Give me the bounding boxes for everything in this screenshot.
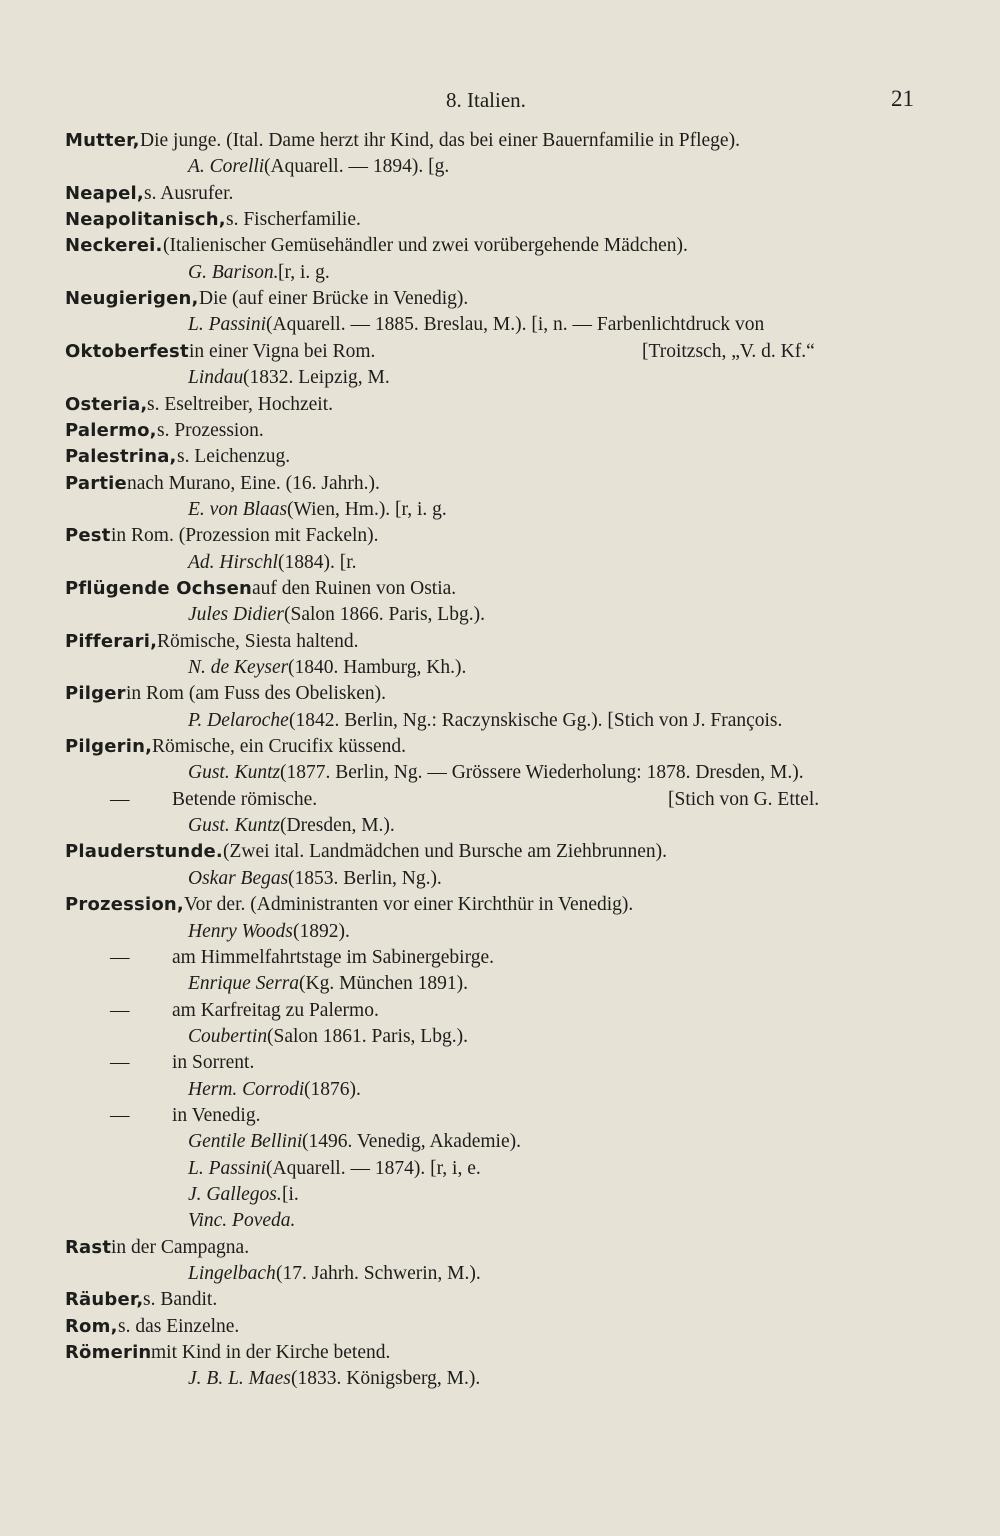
index-line: [0, 1026, 1000, 1053]
entry-text: (Zwei ital. Landmädchen und Bursche am Ziehbrunnen).: [223, 841, 668, 863]
artwork-details: (Salon 1866. Paris, Lbg.).: [284, 604, 485, 626]
artwork-details: (1840. Hamburg, Kh.).: [288, 657, 467, 678]
artwork-details: (1832. Leipzig, M.: [243, 367, 390, 389]
index-line: [0, 1316, 1000, 1343]
index-line: [0, 367, 1000, 394]
entry-keyword: Pifferari,: [65, 630, 158, 652]
ditto-dash: —: [110, 1052, 130, 1074]
ditto-dash: —: [110, 1104, 130, 1126]
artist-name: Herm. Corrodi: [188, 1078, 305, 1100]
entry-text: am Himmelfahrtstage im Sabinergebirge.: [172, 946, 495, 968]
page-header: [0, 88, 1000, 118]
artwork-details: (Aquarell. — 1874). [r, i, e.: [266, 1157, 481, 1179]
index-line: [0, 1079, 1000, 1106]
index-line: [0, 1237, 1000, 1264]
index-line: [0, 657, 1000, 684]
entry-text: in einer Vigna bei Rom.: [189, 340, 376, 362]
entry-keyword: Osteria,: [65, 393, 148, 415]
entry-keyword: Pflügende Ochsen: [65, 577, 252, 599]
entry-text: in Rom (am Fuss des Obelisken).: [126, 683, 386, 705]
artist-name: L. Passini: [188, 314, 267, 336]
artwork-details: (Kg. München 1891).: [299, 973, 468, 995]
entry-keyword: Römerin: [65, 1342, 152, 1364]
entry-text: Römische, Siesta haltend.: [157, 630, 359, 652]
artwork-details: (1853. Berlin, Ng.).: [288, 867, 442, 889]
artist-name: E. von Blaas: [188, 498, 288, 520]
ditto-dash: —: [110, 946, 130, 968]
index-line: [0, 288, 1000, 315]
entry-keyword: Prozession,: [65, 894, 184, 916]
entry-keyword: Mutter,: [65, 130, 140, 151]
entry-keyword: Neapolitanisch,: [65, 209, 226, 231]
entry-text: in der Campagna.: [111, 1236, 250, 1258]
entry-text: s. Eseltreiber, Hochzeit.: [147, 393, 334, 415]
index-line: [0, 1105, 1000, 1132]
index-line: [0, 235, 1000, 262]
entry-text: in Venedig.: [172, 1104, 261, 1126]
index-line: [0, 394, 1000, 421]
index-line: [0, 604, 1000, 631]
entry-text: (Italienischer Gemüsehändler und zwei vorübergehende Mädchen).: [163, 235, 688, 257]
entry-keyword: Palestrina,: [65, 446, 177, 468]
index-line: [0, 1263, 1000, 1290]
entry-keyword: Plauderstunde.: [65, 841, 223, 863]
artwork-details: (Wien, Hm.). [r, i. g.: [287, 498, 447, 520]
entry-keyword: Neugierigen,: [65, 288, 199, 310]
index-line: [0, 683, 1000, 710]
index-line: [0, 183, 1000, 210]
index-line: [0, 841, 1000, 868]
artist-name: A. Corelli: [188, 156, 265, 178]
index-line: [0, 762, 1000, 789]
entry-keyword: Pilgerin,: [65, 736, 153, 758]
artist-name: J. B. L. Maes: [188, 1368, 291, 1390]
index-line: [0, 815, 1000, 842]
entry-text: Römische, ein Crucifix küssend.: [152, 736, 407, 758]
entry-text: s. Leichenzug.: [177, 446, 291, 468]
index-line: [0, 973, 1000, 1000]
artist-name: Enrique Serra: [188, 973, 300, 995]
index-line: [0, 1342, 1000, 1369]
index-line: [0, 209, 1000, 236]
artist-name: Vinc. Poveda.: [188, 1210, 296, 1232]
entry-keyword: Partie: [65, 472, 127, 494]
artwork-details: [i.: [282, 1184, 299, 1205]
entry-text: Vor der. (Administranten vor einer Kirchthür in Venedig).: [184, 894, 634, 916]
index-line: [0, 710, 1000, 737]
artist-name: Henry Woods: [188, 920, 293, 942]
ditto-dash: —: [110, 788, 130, 810]
artwork-details: (1884). [r.: [278, 551, 357, 573]
index-line: [0, 446, 1000, 473]
artwork-details: (1833. Königsberg, M.).: [291, 1368, 481, 1390]
index-line: [0, 868, 1000, 895]
index-line: [0, 341, 1000, 368]
artist-name: Coubertin: [188, 1025, 268, 1047]
artist-name: Lindau: [188, 367, 244, 389]
artwork-details: (Aquarell. — 1894). [g.: [264, 156, 450, 178]
index-line: [0, 473, 1000, 500]
artwork-details: (1876).: [304, 1078, 361, 1100]
artist-name: P. Delaroche: [188, 709, 289, 731]
artist-name: G. Barison.: [188, 261, 279, 283]
index-line: [0, 1052, 1000, 1079]
index-line: [0, 1289, 1000, 1316]
index-line: [0, 552, 1000, 579]
entry-keyword: Neapel,: [65, 182, 144, 204]
artist-name: Lingelbach: [188, 1263, 276, 1285]
entry-keyword: Pilger: [65, 683, 126, 705]
artwork-details: (1496. Venedig, Akademie).: [302, 1131, 521, 1153]
entry-text: auf den Ruinen von Ostia.: [252, 577, 457, 599]
entry-text: mit Kind in der Kirche betend.: [151, 1342, 391, 1364]
artwork-details: (Aquarell. — 1885. Breslau, M.). [i, n. — Farbenlichtdruck von: [266, 314, 765, 336]
artist-name: J. Gallegos.: [188, 1184, 282, 1205]
artwork-details: (17. Jahrh. Schwerin, M.).: [276, 1263, 481, 1285]
index-line: [0, 525, 1000, 552]
entry-keyword: Palermo,: [65, 419, 157, 441]
artist-name: L. Passini: [188, 1157, 267, 1179]
artist-name: Gentile Bellini: [188, 1131, 303, 1153]
entry-text: s. das Einzelne.: [118, 1315, 240, 1337]
entry-keyword: Räuber,: [65, 1289, 144, 1311]
entry-keyword: Rast: [65, 1236, 112, 1258]
index-line: [0, 736, 1000, 763]
index-line: [0, 631, 1000, 658]
index-line: [0, 1184, 1000, 1211]
entry-keyword: Oktoberfest: [65, 340, 189, 362]
entry-text: nach Murano, Eine. (16. Jahrh.).: [127, 472, 380, 494]
entry-keyword: Neckerei.: [65, 235, 163, 257]
entry-text: in Sorrent.: [172, 1052, 255, 1074]
artwork-details: (1842. Berlin, Ng.: Raczynskische Gg.). [Stich von J. François.: [289, 709, 783, 731]
index-line: [0, 1000, 1000, 1027]
index-line: [0, 1368, 1000, 1395]
index-line: [0, 262, 1000, 289]
engraving-note: [Troitzsch, „V. d. Kf.“: [642, 340, 815, 362]
entry-keyword: Pest: [65, 525, 111, 547]
index-line: [0, 1158, 1000, 1185]
artwork-details: (Salon 1861. Paris, Lbg.).: [267, 1025, 468, 1047]
index-line: [0, 947, 1000, 974]
entry-text: s. Bandit.: [143, 1289, 218, 1311]
index-line: [0, 894, 1000, 921]
index-line: [0, 499, 1000, 526]
artwork-details: (1892).: [293, 920, 350, 942]
artist-name: Gust. Kuntz: [188, 815, 281, 837]
page-number: 21: [891, 86, 914, 111]
index-line: [0, 1131, 1000, 1158]
index-line: [0, 789, 1000, 816]
artist-name: Gust. Kuntz: [188, 762, 281, 784]
artwork-details: (1877. Berlin, Ng. — Grössere Wiederholung: 1878. Dresden, M.).: [280, 762, 804, 784]
index-line: [0, 420, 1000, 447]
section-title: 8. Italien.: [446, 88, 526, 112]
entry-keyword: Rom,: [65, 1315, 118, 1337]
entry-text: s. Prozession.: [157, 419, 264, 441]
artwork-details: (Dresden, M.).: [280, 815, 395, 837]
artist-name: Oskar Begas: [188, 867, 289, 889]
index-line: [0, 921, 1000, 948]
engraving-note: [Stich von G. Ettel.: [668, 788, 820, 810]
artist-name: N. de Keyser: [188, 657, 289, 678]
entry-text: Die (auf einer Brücke in Venedig).: [199, 288, 469, 310]
artist-name: Jules Didier: [188, 604, 284, 626]
entry-text: s. Ausrufer.: [144, 182, 234, 204]
entry-text: Die junge. (Ital. Dame herzt ihr Kind, das bei einer Bauernfamilie in Pflege).: [140, 130, 740, 151]
entry-text: s. Fischerfamilie.: [226, 209, 361, 231]
index-line: [0, 578, 1000, 605]
artist-name: Ad. Hirschl: [188, 551, 278, 573]
entry-text: in Rom. (Prozession mit Fackeln).: [111, 525, 379, 547]
ditto-dash: —: [110, 999, 130, 1021]
index-line: [0, 1210, 1000, 1237]
artwork-details: [r, i. g.: [278, 261, 330, 283]
index-line: [0, 130, 1000, 157]
index-line: [0, 314, 1000, 341]
entry-text: Betende römische.: [172, 788, 318, 810]
index-line: [0, 156, 1000, 183]
entry-text: am Karfreitag zu Palermo.: [172, 999, 379, 1021]
